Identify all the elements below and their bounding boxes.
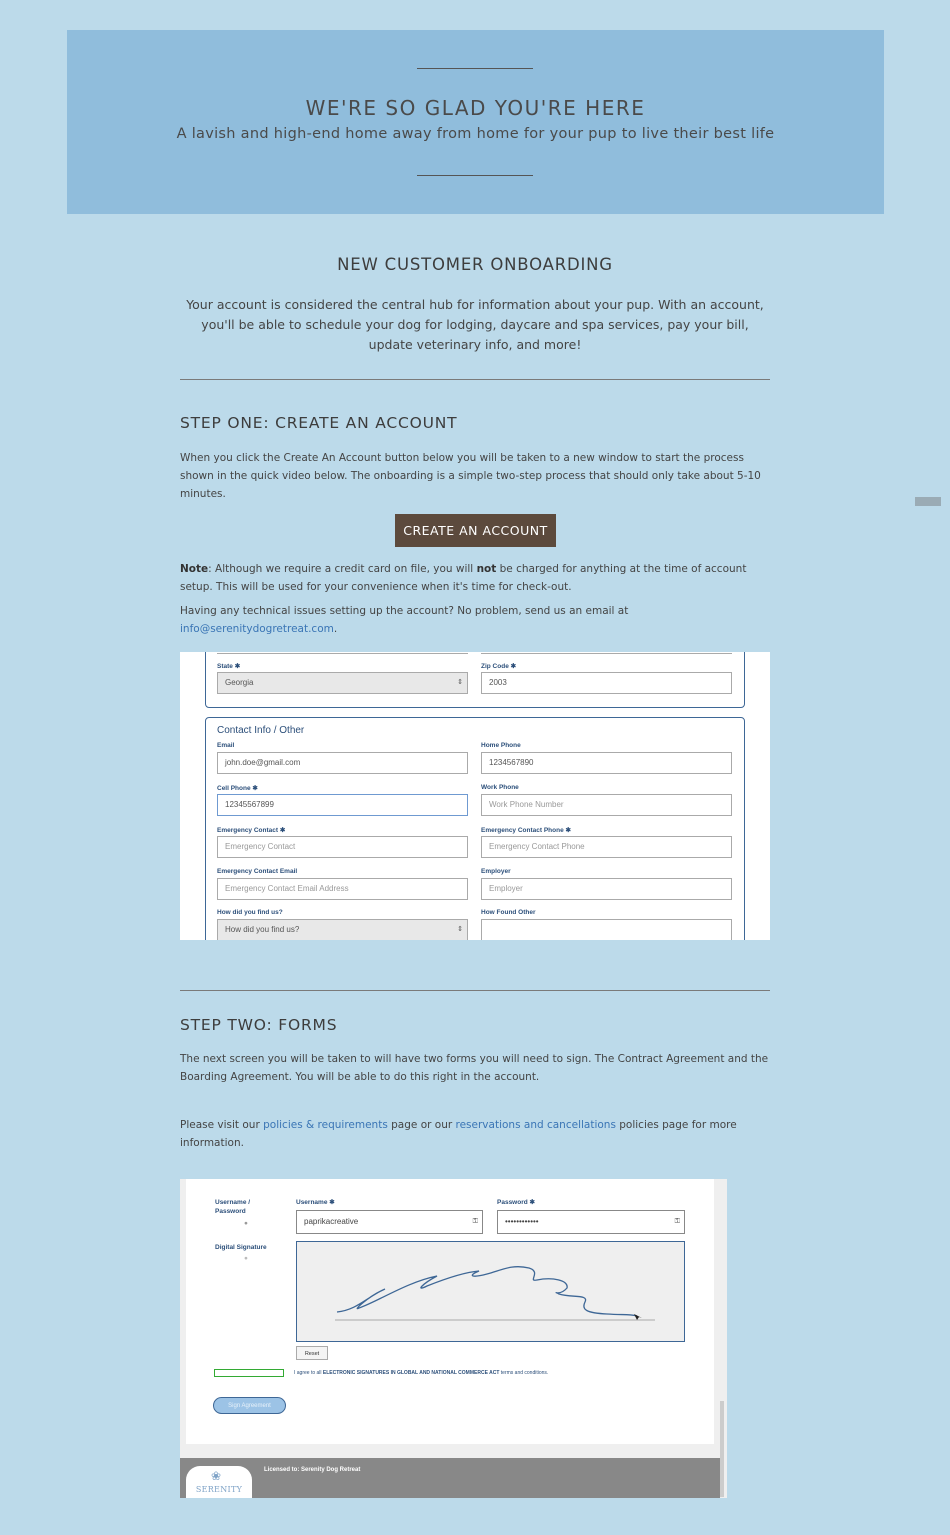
emergency-email-input[interactable]: Emergency Contact Email Address xyxy=(217,878,468,900)
hero-divider-top xyxy=(417,68,533,69)
employer-label: Employer xyxy=(481,868,511,875)
select-arrows-icon: ⇕ xyxy=(457,679,463,686)
hero-title: WE'RE SO GLAD YOU'RE HERE xyxy=(305,96,646,120)
step-one-title: STEP ONE: CREATE AN ACCOUNT xyxy=(180,414,458,432)
work-phone-input[interactable]: Work Phone Number xyxy=(481,794,732,816)
required-dot: ● xyxy=(244,1220,248,1227)
cell-phone-input[interactable]: 12345567899 xyxy=(217,794,468,816)
note-bold: not xyxy=(476,563,497,575)
onboarding-title: NEW CUSTOMER ONBOARDING xyxy=(337,255,613,274)
found-other-input[interactable] xyxy=(481,919,732,940)
create-account-button[interactable]: CREATE AN ACCOUNT xyxy=(395,514,556,547)
signature-pad[interactable] xyxy=(296,1241,685,1342)
side-tab-handle[interactable] xyxy=(915,497,941,506)
note-text-1: : Although we require a credit card on file, you will xyxy=(208,563,477,575)
visit-paragraph xyxy=(180,1116,770,1152)
emergency-phone-label: Emergency Contact Phone ✱ xyxy=(481,827,571,834)
digital-signature-label: Digital Signature xyxy=(215,1244,267,1251)
reset-button[interactable]: Reset xyxy=(296,1346,328,1360)
state-select[interactable]: Georgia ⇕ xyxy=(217,672,468,694)
account-form-screenshot xyxy=(180,652,770,940)
hero-subtitle: A lavish and high-end home away from home for your pup to live their best life xyxy=(176,126,775,142)
lotus-icon: ❀ xyxy=(211,1469,222,1483)
step-two-title: STEP TWO: FORMS xyxy=(180,1016,338,1034)
password-label: Password ✱ xyxy=(497,1199,535,1206)
emergency-contact-input[interactable]: Emergency Contact xyxy=(217,836,468,858)
key-icon: ⚿ xyxy=(472,1218,478,1225)
hero-divider-bottom xyxy=(417,175,533,176)
note-text-2: be charged for anything at the time of account setup. This will be used for your convenience when it's time for check-out. xyxy=(180,563,747,593)
work-phone-label: Work Phone xyxy=(481,784,519,791)
signature-stroke xyxy=(297,1242,684,1341)
home-phone-input[interactable]: 1234567890 xyxy=(481,752,732,774)
note-paragraph xyxy=(180,560,770,596)
scrollbar[interactable] xyxy=(720,1401,724,1497)
note-label: Note xyxy=(180,563,209,575)
select-arrows-icon: ⇕ xyxy=(457,926,463,933)
step-one-text: When you click the Create An Account button below you will be taken to a new window to start the process shown in the quick video below. The onboarding is a simple two-step process that should only take about 5-10 minutes. xyxy=(180,452,761,500)
home-phone-label: Home Phone xyxy=(481,742,521,749)
footer-bar xyxy=(180,1458,720,1498)
contact-section-box xyxy=(205,717,745,940)
visit-text-1: Please visit our xyxy=(180,1119,264,1131)
found-other-label: How Found Other xyxy=(481,909,536,916)
emergency-email-label: Emergency Contact Email xyxy=(217,868,298,875)
key-icon: ⚿ xyxy=(674,1218,680,1225)
section-divider xyxy=(180,990,770,991)
hero-banner xyxy=(67,30,884,214)
username-label: Username ✱ xyxy=(296,1199,335,1206)
agree-checkbox[interactable] xyxy=(214,1369,284,1377)
cell-phone-label: Cell Phone ✱ xyxy=(217,785,258,792)
agree-text: I agree to all ELECTRONIC SIGNATURES IN GLOBAL AND NATIONAL COMMERCE ACT terms and conditions. xyxy=(294,1370,549,1376)
tech-text: Having any technical issues setting up the account? No problem, send us an email at xyxy=(180,605,629,617)
policies-link[interactable]: policies & requirements xyxy=(263,1119,388,1131)
found-us-label: How did you find us? xyxy=(217,909,283,916)
email-link[interactable]: info@serenitydogretreat.com xyxy=(180,623,334,635)
zip-label: Zip Code ✱ xyxy=(481,663,517,670)
state-label: State ✱ xyxy=(217,663,241,670)
username-input[interactable]: paprikacreative ⚿ xyxy=(296,1210,483,1234)
zip-input[interactable]: 2003 xyxy=(481,672,732,694)
step-two-text: The next screen you will be taken to will have two forms you will need to sign. The Contract Agreement and the Boarding Agreement. You will be able to do this right in the account. xyxy=(180,1053,769,1083)
signature-form-panel xyxy=(186,1179,714,1444)
logo-text: SERENITY xyxy=(195,1485,243,1494)
field-edge xyxy=(217,653,468,654)
email-input[interactable]: john.doe@gmail.com xyxy=(217,752,468,774)
reservations-link[interactable]: reservations and cancellations xyxy=(455,1119,616,1131)
signature-form-screenshot xyxy=(180,1179,727,1498)
tech-support-paragraph xyxy=(180,602,770,638)
found-us-select[interactable]: How did you find us? ⇕ xyxy=(217,919,468,940)
section-divider xyxy=(180,379,770,380)
licensed-text: Licensed to: Serenity Dog Retreat xyxy=(264,1467,361,1473)
sign-agreement-button[interactable]: Sign Agreement xyxy=(213,1397,286,1414)
emergency-phone-input[interactable]: Emergency Contact Phone xyxy=(481,836,732,858)
emergency-contact-label: Emergency Contact ✱ xyxy=(217,827,286,834)
email-label: Email xyxy=(217,742,235,749)
field-edge xyxy=(481,653,732,654)
userpass-label: Username / Password xyxy=(215,1199,251,1215)
onboarding-intro: Your account is considered the central hub for information about your pup. With an account, you'll be able to schedule your dog for lodging, daycare and spa services, pay your bill, update veterinary info, and more! xyxy=(186,297,764,352)
tech-end: . xyxy=(333,623,338,635)
password-input[interactable]: •••••••••••• ⚿ xyxy=(497,1210,685,1234)
visit-text-3: policies page for more information. xyxy=(180,1119,737,1149)
contact-section-title: Contact Info / Other xyxy=(217,725,305,736)
employer-input[interactable]: Employer xyxy=(481,878,732,900)
visit-text-2: page or our xyxy=(387,1119,456,1131)
required-dot: ● xyxy=(244,1255,248,1262)
serenity-logo xyxy=(186,1466,252,1498)
